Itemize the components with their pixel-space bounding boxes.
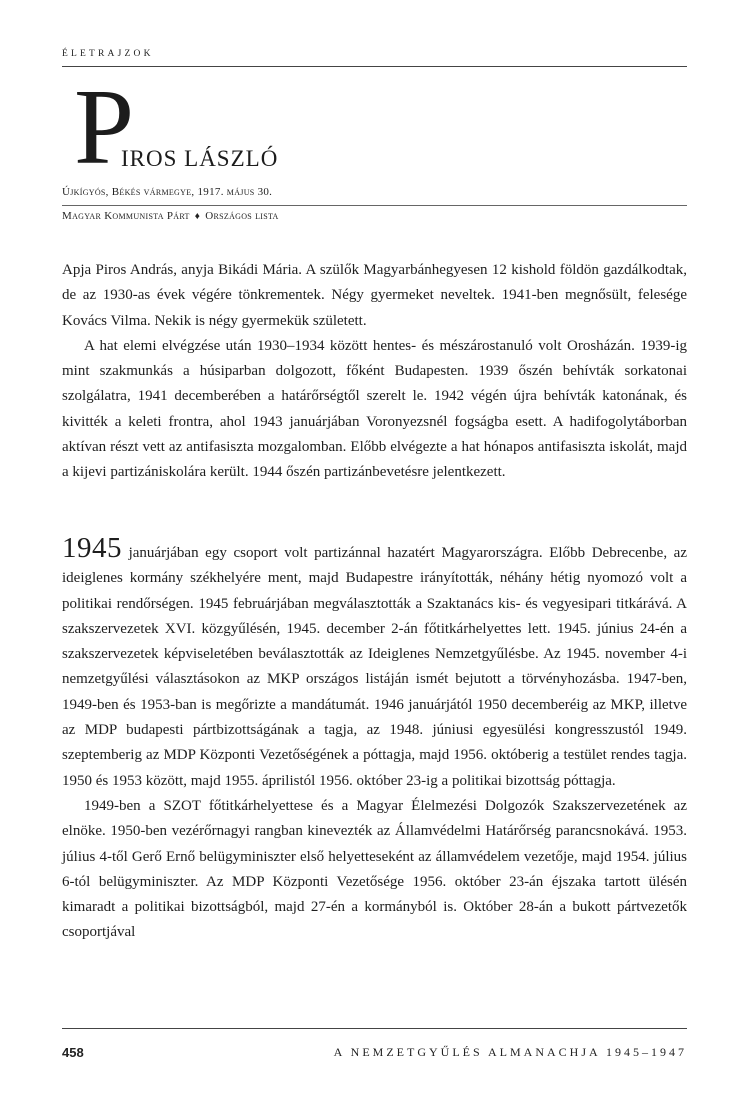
footer-divider [62,1028,687,1029]
entry-divider [62,205,687,206]
name-drop-cap: P [74,68,135,187]
header-divider [62,66,687,67]
paragraph-1945 [62,532,687,794]
list-type: Országos lista [205,210,279,222]
entry-name: IROS LÁSZLÓ [121,146,279,171]
party-info [62,210,279,222]
birth-info: Újkígyós, Békés vármegye, 1917. május 30. [62,186,273,198]
paragraph-1949: 1949-ben a SZOT főtitkárhelyettese és a Magyar Élelmezési Dolgozók Szakszervezetének az elnöke. 1950-ben vezérőrnagyi rangban kinevezték az Államvédelmi Határőrség parancsnokává. 1953. július 4-től Gerő Ernő belügyminiszter első helyetteseként az államvédelem vezetője, majd 1954. július 6-tól belügyminiszter. Az MDP Központi Vezetősége 1956. október 23-án éjszaka tartott ülésén kimaradt a politikai bizottságból, majd 27-én a kormányból is. Október 28-án a bukott pártvezetők csoportjával [62,797,687,941]
page-number: 458 [62,1045,84,1060]
paragraph-family: Apja Piros András, anyja Bikádi Mária. A szülők Magyarbánhegyesen 12 kishold földön gazdálkodtak, de az 1930-as évek végére tönkrementek. Négy gyermeket neveltek. 1941-ben megnősült, felesége Kovács Vilma. Nekik is négy gyermekük született. [62,262,687,329]
party-name: Magyar Kommunista Párt [62,210,190,222]
biography-early-section [62,258,687,486]
paragraph-1945-text: januárjában egy csoport volt partizánnal hazatért Magyarországra. Előbb Debrecenbe, az ideiglenes kormány székhelyére ment, majd Budapestre irányították, néhány hétig nyomozó volt a politikai rendőrségen. 1945 februárjában megválasztották a Szaktanács kis- és vegyesipari titkárává. A szakszervezetek XVI. közgyűlésén, 1945. december 2-án főtitkárhelyettes lett. 1945. június 24-én a szakszervezetek képviseletében beválasztották az Ideiglenes Nemzetgyűlésbe. Az 1945. november 4-i nemzetgyűlési választásokon az MKP országos listáján ismét bejutott a törvényhozásba. 1947-ben, 1949-ben és 1953-ban is megőrizte a mandátumát. 1946 januárjától 1950 decemberéig az MKP, illetve az MDP budapesti pártbizottságának a tagja, az 1948. júniusi egyesülési kongresszustól 1949. szeptemberig az MDP Központi Vezetőségének a póttagja, majd 1956. októberig a testület rendes tagja. 1950 és 1953 között, majd 1955. áprilistól 1956. október 23-ig a politikai bizottság póttagja. [62,545,687,789]
section-header-label: ÉLETRAJZOK [62,49,154,59]
biography-political-section [62,532,687,946]
book-title: A NEMZETGYŰLÉS ALMANACHJA 1945–1947 [333,1045,687,1059]
paragraph-early-career: A hat elemi elvégzése után 1930–1934 között hentes- és mészárostanuló volt Orosházán. 1939-ig mint szakmunkás a húsiparban dolgozott, főként Budapesten. 1939 őszén behívták sorkatonai szolgálatra, 1941 decemberében a határőrségtől szerelt le. 1942 végén újra behívták katonának, és kivitték a keleti frontra, ahol 1943 januárjában Voronyezsnél fogságba esett. A hadifogolytáborban aktívan részt vett az antifasiszta mozgalomban. Előbb elvégezte a hat hónapos antifasiszta iskolát, majd a kijevi partizániskolára került. 1944 őszén partizánbevetésre jelentkezett. [62,337,687,481]
diamond-separator-icon: ♦ [194,211,201,222]
year-drop-heading: 1945 [62,532,122,564]
